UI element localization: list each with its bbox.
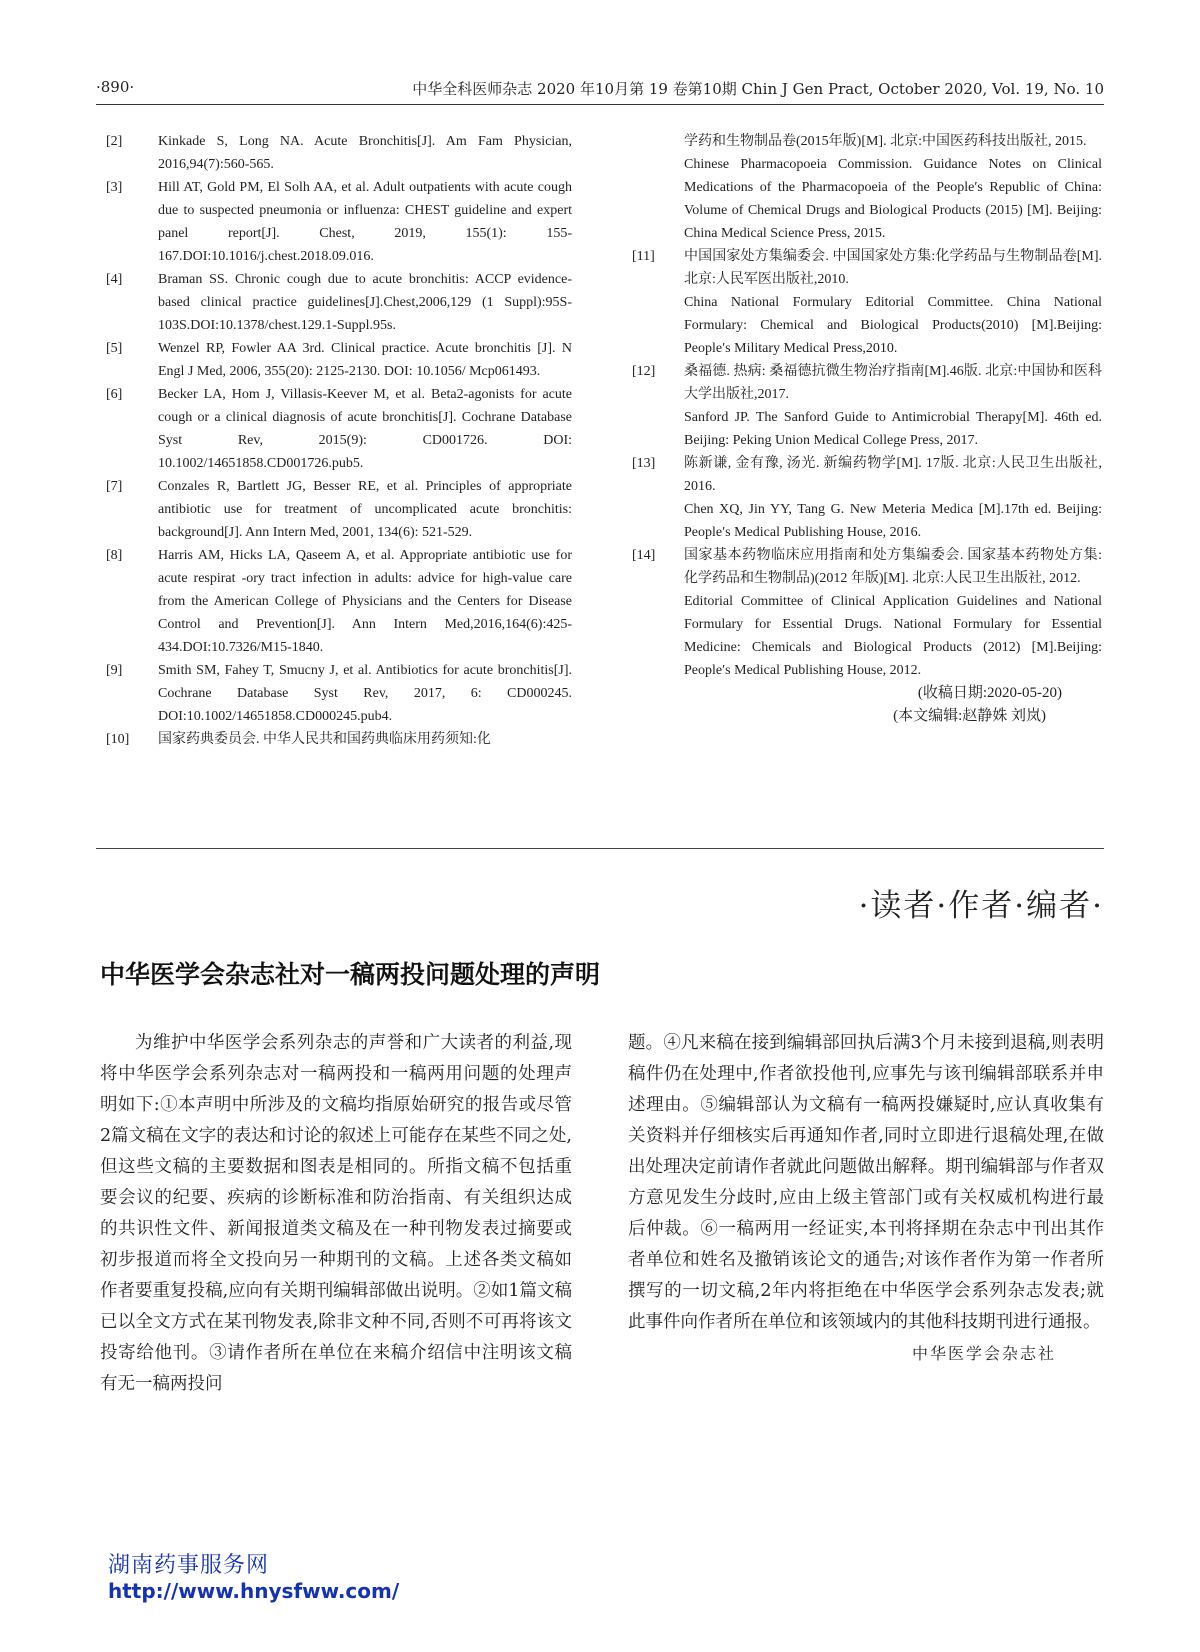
reference-number: [8] [106,548,123,563]
reference-number: [10] [106,732,130,747]
reference-number: [11] [632,249,655,264]
reference-item [106,659,572,728]
notice-signature: 中华医学会杂志社 [911,1344,1056,1363]
reference-text [158,130,572,176]
reference-line: Wenzel RP, Fowler AA 3rd. Clinical practice. Acute bronchitis [J]. N Engl J Med, 2006, 355(20): 2125-2130. DOI: 10.1056/ Mcp061493. [158,341,572,379]
reference-line: Harris AM, Hicks LA, Qaseem A, et al. Appropriate antibiotic use for acute respirat -ory tract infection in adults: advice for high-value care from the American College of Physicians and the Centers for Disease Control and Prevention[J]. Ann Intern Med,2016,164(6):425-434.DOI:10.7326/M15-1840. [158,548,572,655]
reference-line: 学药和生物制品卷(2015年版)[M]. 北京:中国医药科技出版社, 2015. [684,134,1087,149]
reference-line: 国家药典委员会. 中华人民共和国药典临床用药须知:化 [158,732,491,747]
notice-left-text: 为维护中华医学会系列杂志的声誉和广大读者的利益,现将中华医学会系列杂志对一稿两投和一稿两用问题的处理声明如下:①本声明中所涉及的文稿均指原始研究的报告或尽管2篇文稿在文字的表达和讨论的叙述上可能存在某些不同之处,但这些文稿的主要数据和图表是相同的。所指文稿不包括重要会议的纪要、疾病的诊断标准和防治指南、有关组织达成的共识性文件、新闻报道类文稿及在一种刊物发表过摘要或初步报道而将全文投向另一种期刊的文稿。上述各类文稿如作者要重复投稿,应向有关期刊编辑部做出说明。②如1篇文稿已以全文方式在某刊物发表,除非文种不同,否则不可再将该文投寄给他刊。③请作者所在单位在来稿介绍信中注明该文稿有无一稿两投问 [100,1033,572,1394]
reference-number: [2] [106,134,123,149]
reference-number: [6] [106,387,123,402]
reference-item [632,130,1102,245]
notice-title: 中华医学会杂志社对一稿两投问题处理的声明 [100,960,601,989]
watermark-name: 湖南药事服务网 [108,1553,270,1578]
reference-number: [13] [632,456,656,471]
reference-line: Braman SS. Chronic cough due to acute bronchitis: ACCP evidence-based clinical practice guidelines[J].Chest,2006,129 (1 Suppl):95S-103S.DOI:10.1378/chest.129.1-Suppl.95s. [158,272,572,333]
reference-text [158,337,572,383]
reference-item [106,268,572,337]
received-date: (收稿日期:2020-05-20) [917,685,1062,701]
reference-line: 桑福德. 热病: 桑福德抗微生物治疗指南[M].46版. 北京:中国协和医科大学出版社,2017. [684,364,1102,402]
reference-text [158,659,572,728]
reference-text [158,728,572,751]
reference-line: 陈新谦, 金有豫, 汤光. 新编药物学[M]. 17版. 北京:人民卫生出版社, 2016. [684,456,1102,494]
reference-number: [14] [632,548,656,563]
reference-number: [5] [106,341,123,356]
reference-number: [7] [106,479,123,494]
reference-number: [12] [632,364,656,379]
journal-line: 中华全科医师杂志 2020 年10月第 19 卷第10期 Chin J Gen Pract, October 2020, Vol. 19, No. 10 [412,80,1104,98]
references-right-column [632,130,1102,728]
reference-line: Kinkade S, Long NA. Acute Bronchitis[J]. Am Fam Physician, 2016,94(7):560-565. [158,134,572,172]
reference-item [632,245,1102,360]
reference-line: Conzales R, Bartlett JG, Besser RE, et al. Principles of appropriate antibiotic use for treatment of uncomplicated acute bronchitis: background[J]. Ann Intern Med, 2001, 134(6): 521-529. [158,479,572,540]
reference-item [106,728,572,751]
reference-text [158,475,572,544]
watermark-url[interactable]: http://www.hnysfww.com/ [108,1579,400,1603]
reference-line: Becker LA, Hom J, Villasis-Keever M, et al. Beta2-agonists for acute cough or a clinical diagnosis of acute bronchitis[J]. Cochrane Database Syst Rev, 2015(9): CD001726. DOI: 10.1002/14651858.CD001726.pub5. [158,387,572,471]
reference-line: Editorial Committee of Clinical Application Guidelines and National Formulary for Essential Drugs. National Formulary for Essential Medicine: Chemicals and Biological Products (2012) [M].Beijing: People′s Medical Publishing House, 2012. [684,594,1102,678]
column-tag: ·读者·作者·编者· [858,888,1104,924]
reference-item [106,383,572,475]
reference-text [684,544,1102,682]
reference-item [106,544,572,659]
reference-number: [9] [106,663,123,678]
reference-number [632,130,684,245]
page-header [96,74,1104,105]
reference-text [158,544,572,659]
reference-number: [4] [106,272,123,287]
reference-line: Chen XQ, Jin YY, Tang G. New Meteria Medica [M].17th ed. Beijing: People′s Medical Publishing House, 2016. [684,502,1102,540]
reference-number: [3] [106,180,123,195]
reference-line: China National Formulary Editorial Committee. China National Formulary: Chemical and Biological Products(2010) [M].Beijing: People′s Military Medical Press,2010. [684,295,1102,356]
watermark [108,1548,399,1603]
reference-item [632,452,1102,544]
reference-line: Sanford JP. The Sanford Guide to Antimicrobial Therapy[M]. 46th ed. Beijing: Peking Union Medical College Press, 2017. [684,410,1102,448]
notice-left-column [100,1028,572,1400]
reference-item [106,176,572,268]
reference-text [684,360,1102,452]
reference-item [106,130,572,176]
notice-right-text: 题。④凡来稿在接到编辑部回执后满3个月未接到退稿,则表明稿件仍在处理中,作者欲投他刊,应事先与该刊编辑部联系并申述理由。⑤编辑部认为文稿有一稿两投嫌疑时,应认真收集有关资料并仔细核实后再通知作者,同时立即进行退稿处理,在做出处理决定前请作者就此问题做出解释。期刊编辑部与作者双方意见发生分歧时,应由上级主管部门或有关权威机构进行最后仲裁。⑥一稿两用一经证实,本刊将择期在杂志中刊出其作者单位和姓名及撤销该论文的通告;对该作者作为第一作者所撰写的一切文稿,2年内将拒绝在中华医学会系列杂志发表;就此事件向作者所在单位和该领域内的其他科技期刊进行通报。 [628,1033,1104,1332]
reference-item [632,544,1102,682]
reference-item [632,360,1102,452]
reference-text [158,383,572,475]
reference-item [106,475,572,544]
reference-text [158,268,572,337]
page-number: ·890· [96,78,135,96]
reference-line: Hill AT, Gold PM, El Solh AA, et al. Adult outpatients with acute cough due to suspected pneumonia or influenza: CHEST guideline and expert panel report[J]. Chest, 2019, 155(1): 155-167.DOI:10.1016/j.chest.2018.09.016. [158,180,572,264]
reference-text [684,245,1102,360]
reference-line: Smith SM, Fahey T, Smucny J, et al. Antibiotics for acute bronchitis[J]. Cochrane Database Syst Rev, 2017, 6: CD000245. DOI:10.1002/14651858.CD000245.pub4. [158,663,572,724]
reference-line: Chinese Pharmacopoeia Commission. Guidance Notes on Clinical Medications of the Pharmacopoeia of the People′s Republic of China: Volume of Chemical Drugs and Biological Products (2015) [M]. Beijing: China Medical Science Press, 2015. [684,157,1102,241]
reference-text [158,176,572,268]
notice-right-column [628,1028,1104,1369]
reference-text [684,130,1102,245]
reference-line: 国家基本药物临床应用指南和处方集编委会. 国家基本药物处方集: 化学药品和生物制品)(2012 年版)[M]. 北京:人民卫生出版社, 2012. [684,548,1102,586]
article-editors: (本文编辑:赵静姝 刘岚) [893,708,1046,724]
references-left-column [106,130,572,751]
reference-item [106,337,572,383]
section-divider [96,848,1104,849]
reference-line: 中国国家处方集编委会. 中国国家处方集:化学药品与生物制品卷[M]. 北京:人民军医出版社,2010. [684,249,1102,287]
reference-text [684,452,1102,544]
